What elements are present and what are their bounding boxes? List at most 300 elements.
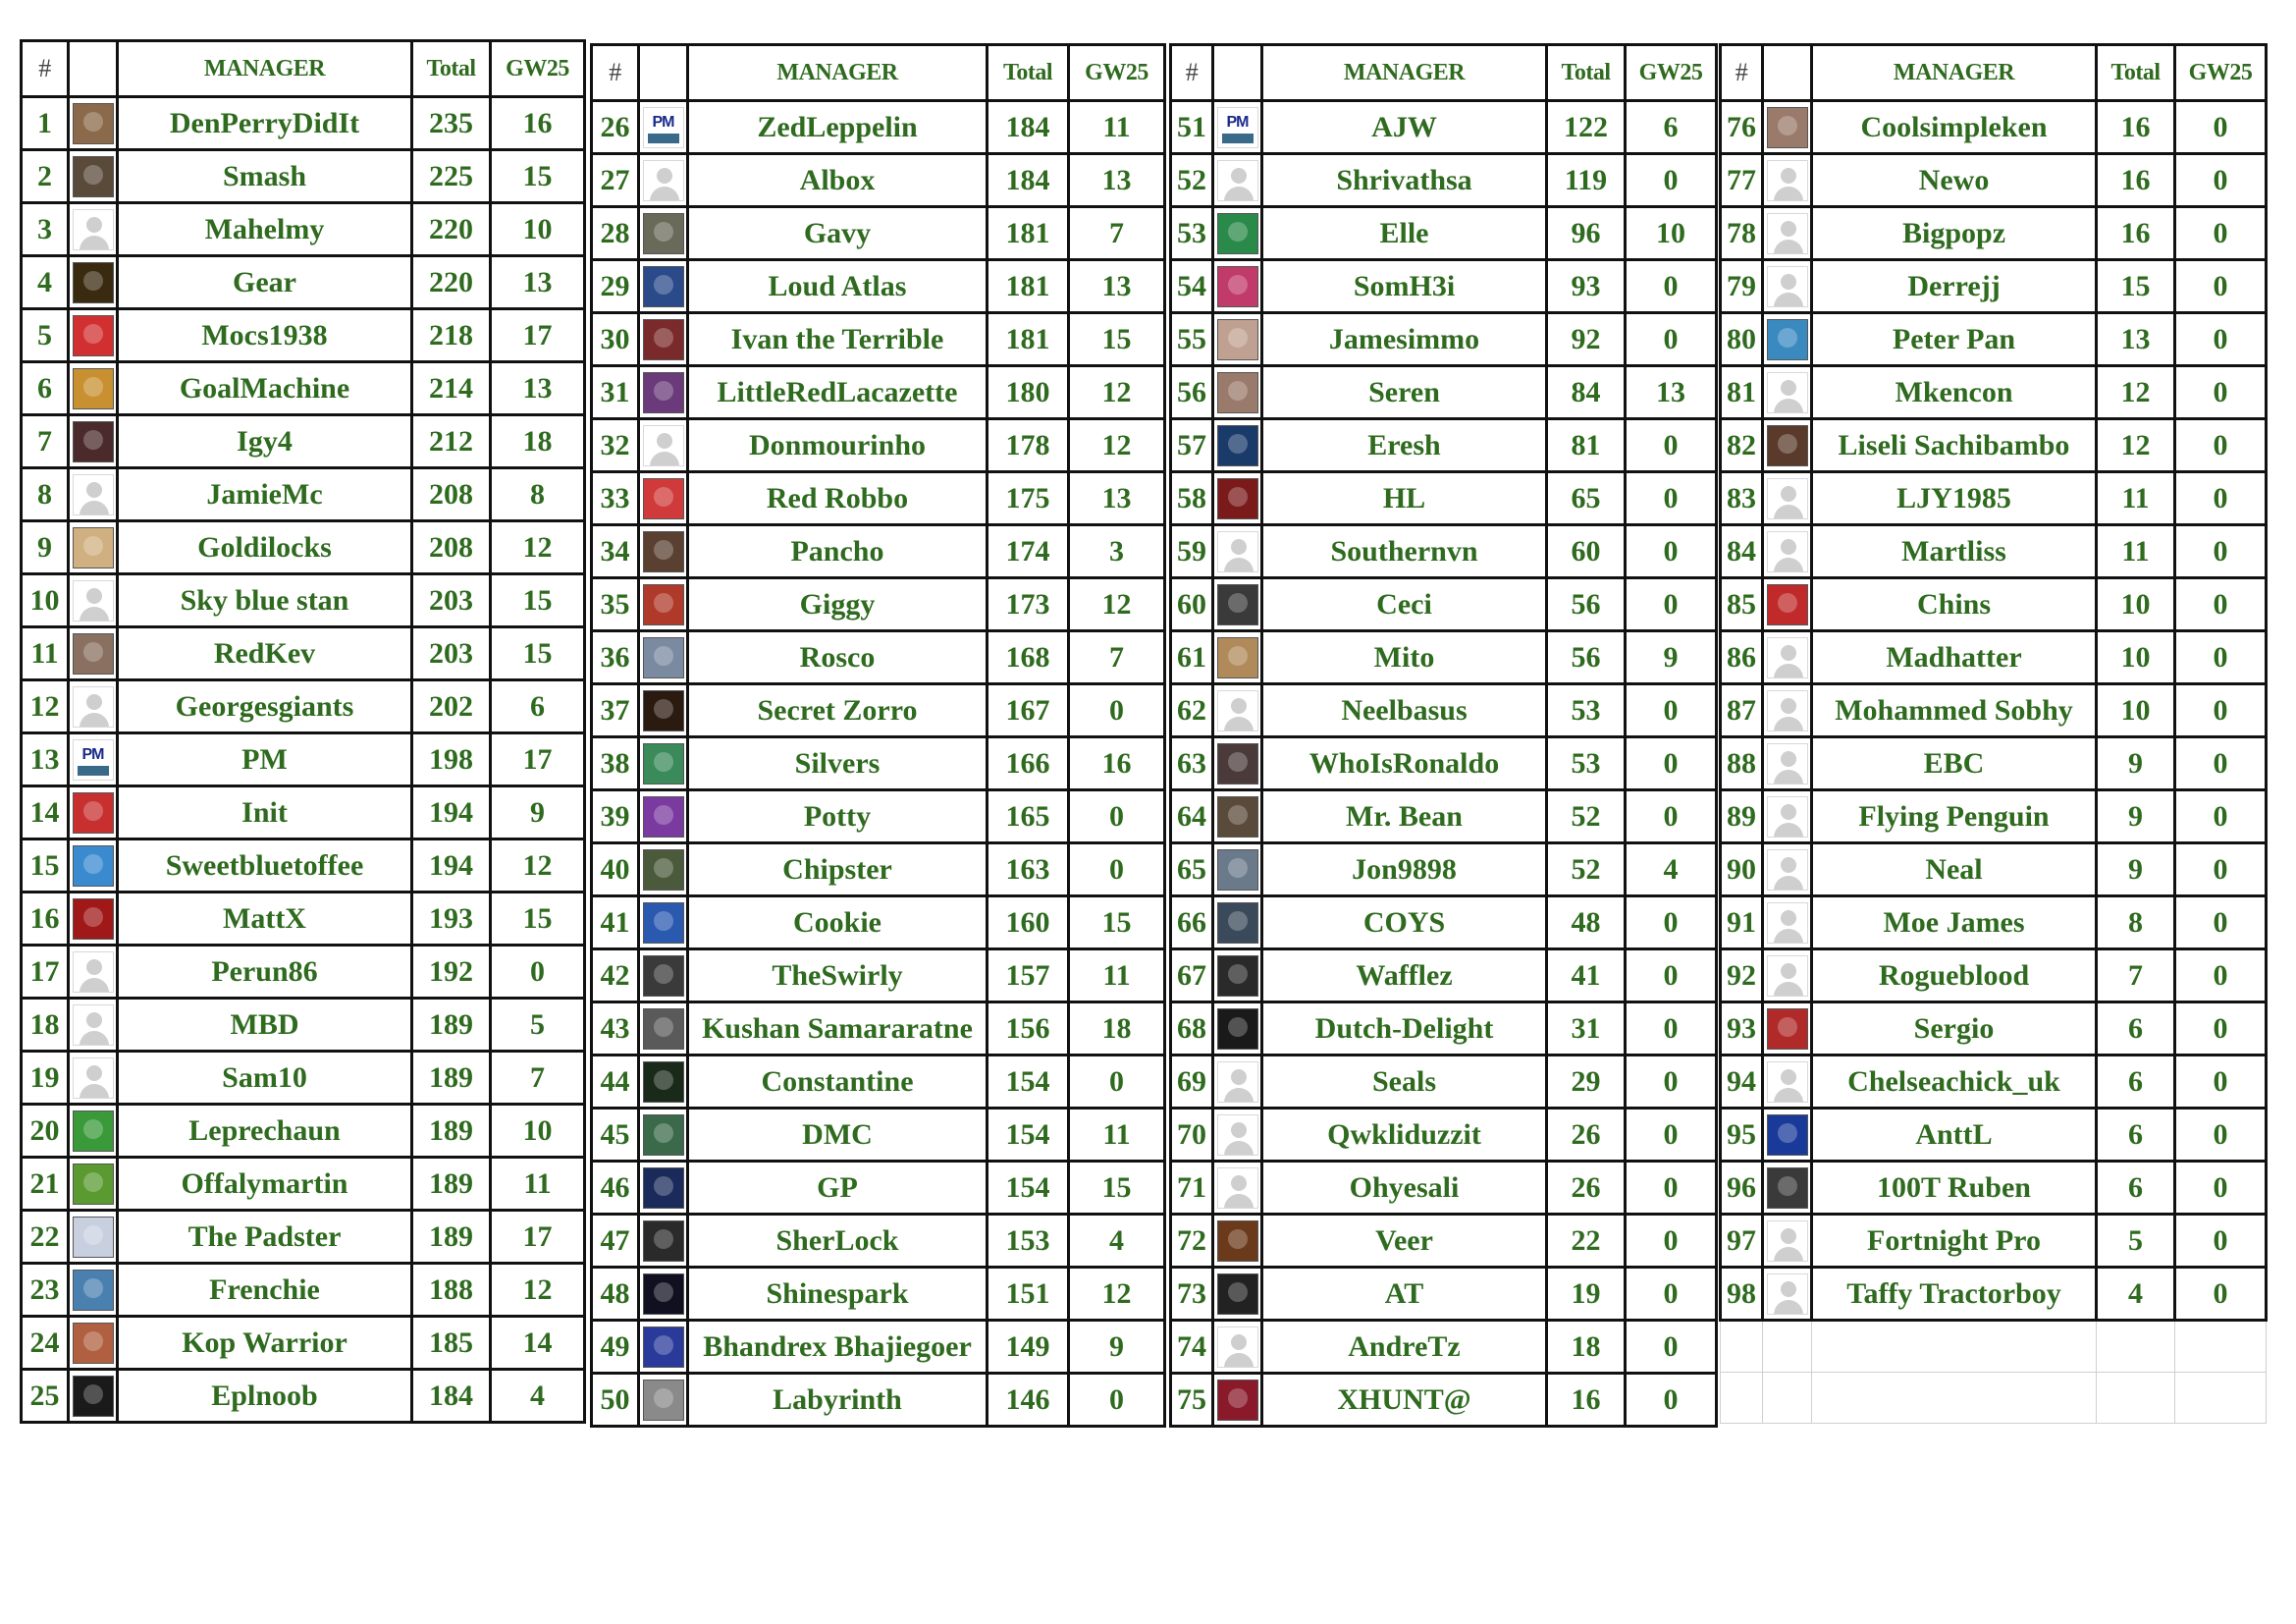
avatar-cell xyxy=(639,101,688,154)
avatar xyxy=(1217,1167,1258,1209)
table-row xyxy=(22,203,585,256)
rank-cell: 24 xyxy=(22,1317,69,1370)
total-points: 56 xyxy=(1547,631,1626,684)
rank-cell: 15 xyxy=(22,839,69,893)
rank-cell: 86 xyxy=(1721,631,1763,684)
avatar-cell xyxy=(69,1317,118,1370)
avatar xyxy=(1217,690,1258,731)
gw-points: 0 xyxy=(1069,1056,1165,1109)
total-points: 29 xyxy=(1547,1056,1626,1109)
manager-name: Goldilocks xyxy=(118,521,412,574)
manager-name: Seals xyxy=(1262,1056,1547,1109)
rank-cell: 16 xyxy=(22,893,69,946)
avatar-cell xyxy=(1763,684,1812,737)
gw-points: 7 xyxy=(1069,207,1165,260)
avatar xyxy=(1767,1061,1808,1103)
avatar xyxy=(643,266,684,307)
total-points: 16 xyxy=(1547,1374,1626,1427)
avatar-cell xyxy=(639,1268,688,1321)
table-row xyxy=(1171,684,1717,737)
rank-cell: 57 xyxy=(1171,419,1213,472)
total-points: 203 xyxy=(412,627,491,680)
avatar xyxy=(643,372,684,413)
avatar xyxy=(1217,902,1258,944)
manager-name: Silvers xyxy=(688,737,988,790)
manager-name: Peter Pan xyxy=(1812,313,2097,366)
avatar-cell xyxy=(1763,366,1812,419)
manager-name: Southernvn xyxy=(1262,525,1547,578)
rank-cell: 62 xyxy=(1171,684,1213,737)
gw-points: 11 xyxy=(1069,101,1165,154)
rank-cell: 96 xyxy=(1721,1162,1763,1215)
gw-points: 0 xyxy=(1069,843,1165,896)
gw-header: GW25 xyxy=(2175,45,2267,101)
avatar-header xyxy=(639,45,688,101)
total-points: 48 xyxy=(1547,896,1626,949)
manager-name: Mito xyxy=(1262,631,1547,684)
empty-row xyxy=(1721,1321,2267,1373)
total-points: 122 xyxy=(1547,101,1626,154)
rank-cell: 52 xyxy=(1171,154,1213,207)
gw-points: 0 xyxy=(2175,207,2267,260)
manager-name: Madhatter xyxy=(1812,631,2097,684)
table-row xyxy=(22,150,585,203)
table-row xyxy=(592,1162,1165,1215)
avatar xyxy=(643,690,684,731)
manager-header: MANAGER xyxy=(1812,45,2097,101)
manager-name: Leprechaun xyxy=(118,1105,412,1158)
manager-name: Elle xyxy=(1262,207,1547,260)
table-row xyxy=(592,154,1165,207)
avatar-cell xyxy=(69,680,118,733)
table-row xyxy=(1721,1268,2267,1321)
manager-name: Moe James xyxy=(1812,896,2097,949)
rank-cell: 90 xyxy=(1721,843,1763,896)
gw-points: 9 xyxy=(1626,631,1717,684)
gw-points: 0 xyxy=(1626,525,1717,578)
rank-cell: 97 xyxy=(1721,1215,1763,1268)
avatar xyxy=(643,902,684,944)
empty-cell xyxy=(2175,1373,2267,1424)
total-points: 52 xyxy=(1547,790,1626,843)
gw-points: 4 xyxy=(491,1370,585,1423)
total-points: 60 xyxy=(1547,525,1626,578)
gw-points: 0 xyxy=(2175,260,2267,313)
manager-name: Coolsimpleken xyxy=(1812,101,2097,154)
avatar xyxy=(1767,478,1808,519)
rank-cell: 56 xyxy=(1171,366,1213,419)
rank-cell: 17 xyxy=(22,946,69,999)
total-points: 41 xyxy=(1547,949,1626,1002)
total-points: 12 xyxy=(2097,366,2175,419)
rank-cell: 18 xyxy=(22,999,69,1052)
avatar-cell xyxy=(639,525,688,578)
gw-points: 18 xyxy=(1069,1002,1165,1056)
leaderboard-block-2 xyxy=(590,43,1166,1428)
avatar-cell xyxy=(639,154,688,207)
gw-points: 0 xyxy=(2175,1268,2267,1321)
total-points: 185 xyxy=(412,1317,491,1370)
table-row xyxy=(592,260,1165,313)
avatar-cell xyxy=(1763,578,1812,631)
manager-name: Igy4 xyxy=(118,415,412,468)
table-row xyxy=(22,521,585,574)
table-row xyxy=(592,1321,1165,1374)
table-row xyxy=(1171,1215,1717,1268)
rank-cell: 35 xyxy=(592,578,639,631)
manager-name: MBD xyxy=(118,999,412,1052)
manager-name: RedKev xyxy=(118,627,412,680)
manager-name: Mocs1938 xyxy=(118,309,412,362)
manager-name: Shinespark xyxy=(688,1268,988,1321)
manager-name: Sam10 xyxy=(118,1052,412,1105)
avatar-cell xyxy=(69,1105,118,1158)
gw-points: 0 xyxy=(1626,1374,1717,1427)
rank-cell: 21 xyxy=(22,1158,69,1211)
table-row xyxy=(1721,578,2267,631)
avatar-cell xyxy=(1763,1002,1812,1056)
avatar xyxy=(643,1220,684,1262)
rank-cell: 54 xyxy=(1171,260,1213,313)
manager-name: Derrejj xyxy=(1812,260,2097,313)
table-row xyxy=(22,97,585,150)
rank-cell: 48 xyxy=(592,1268,639,1321)
manager-name: COYS xyxy=(1262,896,1547,949)
manager-name: Seren xyxy=(1262,366,1547,419)
avatar xyxy=(73,527,114,568)
avatar xyxy=(1767,1114,1808,1156)
gw-header: GW25 xyxy=(491,41,585,97)
table-row xyxy=(592,578,1165,631)
leaderboard-table xyxy=(1169,43,1718,1428)
manager-name: Donmourinho xyxy=(688,419,988,472)
rank-header: # xyxy=(592,45,639,101)
gw-points: 9 xyxy=(491,786,585,839)
avatar xyxy=(643,213,684,254)
rank-cell: 27 xyxy=(592,154,639,207)
gw-points: 0 xyxy=(1626,1109,1717,1162)
total-points: 184 xyxy=(988,154,1069,207)
table-row xyxy=(1171,1268,1717,1321)
avatar xyxy=(1767,266,1808,307)
gw-points: 17 xyxy=(491,309,585,362)
gw-points: 0 xyxy=(2175,578,2267,631)
gw-points: 0 xyxy=(1069,790,1165,843)
rank-cell: 11 xyxy=(22,627,69,680)
manager-name: Pancho xyxy=(688,525,988,578)
gw-points: 0 xyxy=(2175,1215,2267,1268)
avatar-cell xyxy=(639,737,688,790)
table-row xyxy=(1721,631,2267,684)
avatar-cell xyxy=(69,150,118,203)
avatar xyxy=(643,1326,684,1368)
table-row xyxy=(592,101,1165,154)
rank-cell: 69 xyxy=(1171,1056,1213,1109)
table-row xyxy=(1171,1056,1717,1109)
total-points: 7 xyxy=(2097,949,2175,1002)
table-row xyxy=(592,1374,1165,1427)
avatar xyxy=(643,319,684,360)
total-points: 156 xyxy=(988,1002,1069,1056)
total-points: 165 xyxy=(988,790,1069,843)
total-points: 160 xyxy=(988,896,1069,949)
manager-name: Ohyesali xyxy=(1262,1162,1547,1215)
gw-points: 0 xyxy=(1626,790,1717,843)
table-row xyxy=(592,1268,1165,1321)
avatar xyxy=(643,955,684,997)
total-points: 194 xyxy=(412,786,491,839)
gw-points: 0 xyxy=(2175,366,2267,419)
rank-cell: 66 xyxy=(1171,896,1213,949)
table-row xyxy=(22,893,585,946)
avatar xyxy=(1217,213,1258,254)
gw-points: 0 xyxy=(1626,1162,1717,1215)
table-row xyxy=(1171,472,1717,525)
total-points: 151 xyxy=(988,1268,1069,1321)
table-row xyxy=(1171,101,1717,154)
total-points: 184 xyxy=(988,101,1069,154)
gw-points: 0 xyxy=(1626,896,1717,949)
avatar-cell xyxy=(639,949,688,1002)
avatar-cell xyxy=(1213,525,1262,578)
table-row xyxy=(592,419,1165,472)
avatar xyxy=(73,1270,114,1311)
gw-points: 0 xyxy=(2175,313,2267,366)
avatar-cell xyxy=(639,1056,688,1109)
avatar-cell xyxy=(1213,949,1262,1002)
avatar-cell xyxy=(1213,737,1262,790)
manager-name: GP xyxy=(688,1162,988,1215)
total-points: 214 xyxy=(412,362,491,415)
total-points: 9 xyxy=(2097,790,2175,843)
empty-cell xyxy=(2097,1321,2175,1373)
manager-name: Ivan the Terrible xyxy=(688,313,988,366)
gw-points: 12 xyxy=(1069,419,1165,472)
avatar xyxy=(73,421,114,462)
avatar xyxy=(1217,425,1258,466)
table-row xyxy=(1171,1109,1717,1162)
gw-points: 0 xyxy=(2175,684,2267,737)
manager-name: Liseli Sachibambo xyxy=(1812,419,2097,472)
gw-points: 12 xyxy=(1069,1268,1165,1321)
total-points: 174 xyxy=(988,525,1069,578)
gw-points: 5 xyxy=(491,999,585,1052)
rank-cell: 43 xyxy=(592,1002,639,1056)
avatar-cell xyxy=(639,472,688,525)
gw-points: 0 xyxy=(2175,843,2267,896)
avatar xyxy=(1767,902,1808,944)
gw-points: 18 xyxy=(491,415,585,468)
total-points: 175 xyxy=(988,472,1069,525)
avatar xyxy=(73,898,114,940)
avatar xyxy=(1767,160,1808,201)
manager-header: MANAGER xyxy=(688,45,988,101)
avatar-cell xyxy=(1763,207,1812,260)
table-row xyxy=(1721,1109,2267,1162)
avatar xyxy=(1217,266,1258,307)
gw-header: GW25 xyxy=(1069,45,1165,101)
avatar xyxy=(73,792,114,834)
manager-name: WhoIsRonaldo xyxy=(1262,737,1547,790)
avatar xyxy=(1767,1220,1808,1262)
avatar-cell xyxy=(69,97,118,150)
table-row xyxy=(1721,366,2267,419)
gw-points: 0 xyxy=(2175,101,2267,154)
avatar-cell xyxy=(1213,1162,1262,1215)
rank-cell: 44 xyxy=(592,1056,639,1109)
total-points: 26 xyxy=(1547,1109,1626,1162)
gw-points: 8 xyxy=(491,468,585,521)
table-row xyxy=(22,309,585,362)
avatar-cell xyxy=(1213,419,1262,472)
gw-points: 0 xyxy=(2175,154,2267,207)
table-row xyxy=(592,737,1165,790)
manager-name: Jamesimmo xyxy=(1262,313,1547,366)
avatar-cell xyxy=(1213,1268,1262,1321)
avatar xyxy=(1217,1220,1258,1262)
table-row xyxy=(1721,1002,2267,1056)
manager-name: Taffy Tractorboy xyxy=(1812,1268,2097,1321)
table-row xyxy=(22,680,585,733)
table-row xyxy=(1171,260,1717,313)
manager-name: DMC xyxy=(688,1109,988,1162)
avatar-cell xyxy=(1763,1162,1812,1215)
avatar xyxy=(73,315,114,356)
header-row xyxy=(592,45,1165,101)
avatar-cell xyxy=(1213,1109,1262,1162)
rank-cell: 41 xyxy=(592,896,639,949)
gw-points: 0 xyxy=(2175,419,2267,472)
manager-name: AndreTz xyxy=(1262,1321,1547,1374)
table-row xyxy=(592,1109,1165,1162)
total-points: 52 xyxy=(1547,843,1626,896)
avatar-cell xyxy=(1763,1215,1812,1268)
table-row xyxy=(1171,419,1717,472)
manager-name: Giggy xyxy=(688,578,988,631)
avatar xyxy=(73,209,114,250)
avatar xyxy=(643,478,684,519)
manager-name: Labyrinth xyxy=(688,1374,988,1427)
manager-name: AT xyxy=(1262,1268,1547,1321)
total-points: 56 xyxy=(1547,578,1626,631)
manager-name: MattX xyxy=(118,893,412,946)
table-row xyxy=(592,313,1165,366)
gw-points: 0 xyxy=(1626,419,1717,472)
table-row xyxy=(1721,313,2267,366)
gw-points: 12 xyxy=(491,1264,585,1317)
manager-name: Mkencon xyxy=(1812,366,2097,419)
total-points: 15 xyxy=(2097,260,2175,313)
gw-points: 0 xyxy=(1626,578,1717,631)
gw-points: 13 xyxy=(1069,154,1165,207)
avatar xyxy=(73,1217,114,1258)
total-points: 166 xyxy=(988,737,1069,790)
manager-name: Sergio xyxy=(1812,1002,2097,1056)
gw-points: 15 xyxy=(491,574,585,627)
avatar-header xyxy=(69,41,118,97)
gw-points: 12 xyxy=(491,839,585,893)
rank-cell: 4 xyxy=(22,256,69,309)
table-row xyxy=(1721,1162,2267,1215)
manager-name: Chelseachick_uk xyxy=(1812,1056,2097,1109)
rank-cell: 32 xyxy=(592,419,639,472)
manager-name: EBC xyxy=(1812,737,2097,790)
rank-cell: 23 xyxy=(22,1264,69,1317)
gw-points: 4 xyxy=(1626,843,1717,896)
avatar xyxy=(73,156,114,197)
total-points: 193 xyxy=(412,893,491,946)
total-points: 10 xyxy=(2097,631,2175,684)
gw-points: 13 xyxy=(1626,366,1717,419)
avatar-cell xyxy=(639,207,688,260)
avatar xyxy=(643,1114,684,1156)
total-points: 189 xyxy=(412,1105,491,1158)
total-points: 53 xyxy=(1547,737,1626,790)
total-points: 188 xyxy=(412,1264,491,1317)
gw-points: 0 xyxy=(2175,790,2267,843)
rank-cell: 55 xyxy=(1171,313,1213,366)
rank-cell: 73 xyxy=(1171,1268,1213,1321)
avatar xyxy=(73,368,114,409)
manager-name: JamieMc xyxy=(118,468,412,521)
total-points: 11 xyxy=(2097,525,2175,578)
avatar xyxy=(1767,1008,1808,1050)
manager-name: Jon9898 xyxy=(1262,843,1547,896)
gw-points: 0 xyxy=(1069,684,1165,737)
gw-points: 0 xyxy=(2175,472,2267,525)
gw-points: 6 xyxy=(491,680,585,733)
manager-name: Bigpopz xyxy=(1812,207,2097,260)
total-points: 13 xyxy=(2097,313,2175,366)
total-header: Total xyxy=(988,45,1069,101)
total-points: 96 xyxy=(1547,207,1626,260)
empty-row xyxy=(1721,1373,2267,1424)
rank-cell: 81 xyxy=(1721,366,1763,419)
avatar xyxy=(1767,584,1808,625)
total-points: 84 xyxy=(1547,366,1626,419)
avatar xyxy=(643,1380,684,1421)
header-row xyxy=(1721,45,2267,101)
avatar-cell xyxy=(639,1002,688,1056)
gw-points: 14 xyxy=(491,1317,585,1370)
avatar xyxy=(1767,372,1808,413)
total-points: 8 xyxy=(2097,896,2175,949)
total-points: 65 xyxy=(1547,472,1626,525)
avatar xyxy=(643,531,684,572)
total-points: 184 xyxy=(412,1370,491,1423)
empty-cell xyxy=(1763,1321,1812,1373)
gw-points: 16 xyxy=(1069,737,1165,790)
empty-cell xyxy=(1812,1321,2097,1373)
table-row xyxy=(1721,419,2267,472)
rank-cell: 29 xyxy=(592,260,639,313)
table-row xyxy=(22,1158,585,1211)
gw-points: 17 xyxy=(491,733,585,786)
total-header: Total xyxy=(2097,45,2175,101)
manager-name: Martliss xyxy=(1812,525,2097,578)
avatar xyxy=(73,580,114,622)
table-row xyxy=(1171,790,1717,843)
avatar: PM xyxy=(73,739,114,781)
avatar-cell xyxy=(69,627,118,680)
table-row xyxy=(1171,313,1717,366)
manager-name: Rogueblood xyxy=(1812,949,2097,1002)
rank-header: # xyxy=(22,41,69,97)
avatar xyxy=(1767,319,1808,360)
avatar xyxy=(73,1057,114,1099)
rank-cell: 65 xyxy=(1171,843,1213,896)
avatar-cell xyxy=(1763,1268,1812,1321)
